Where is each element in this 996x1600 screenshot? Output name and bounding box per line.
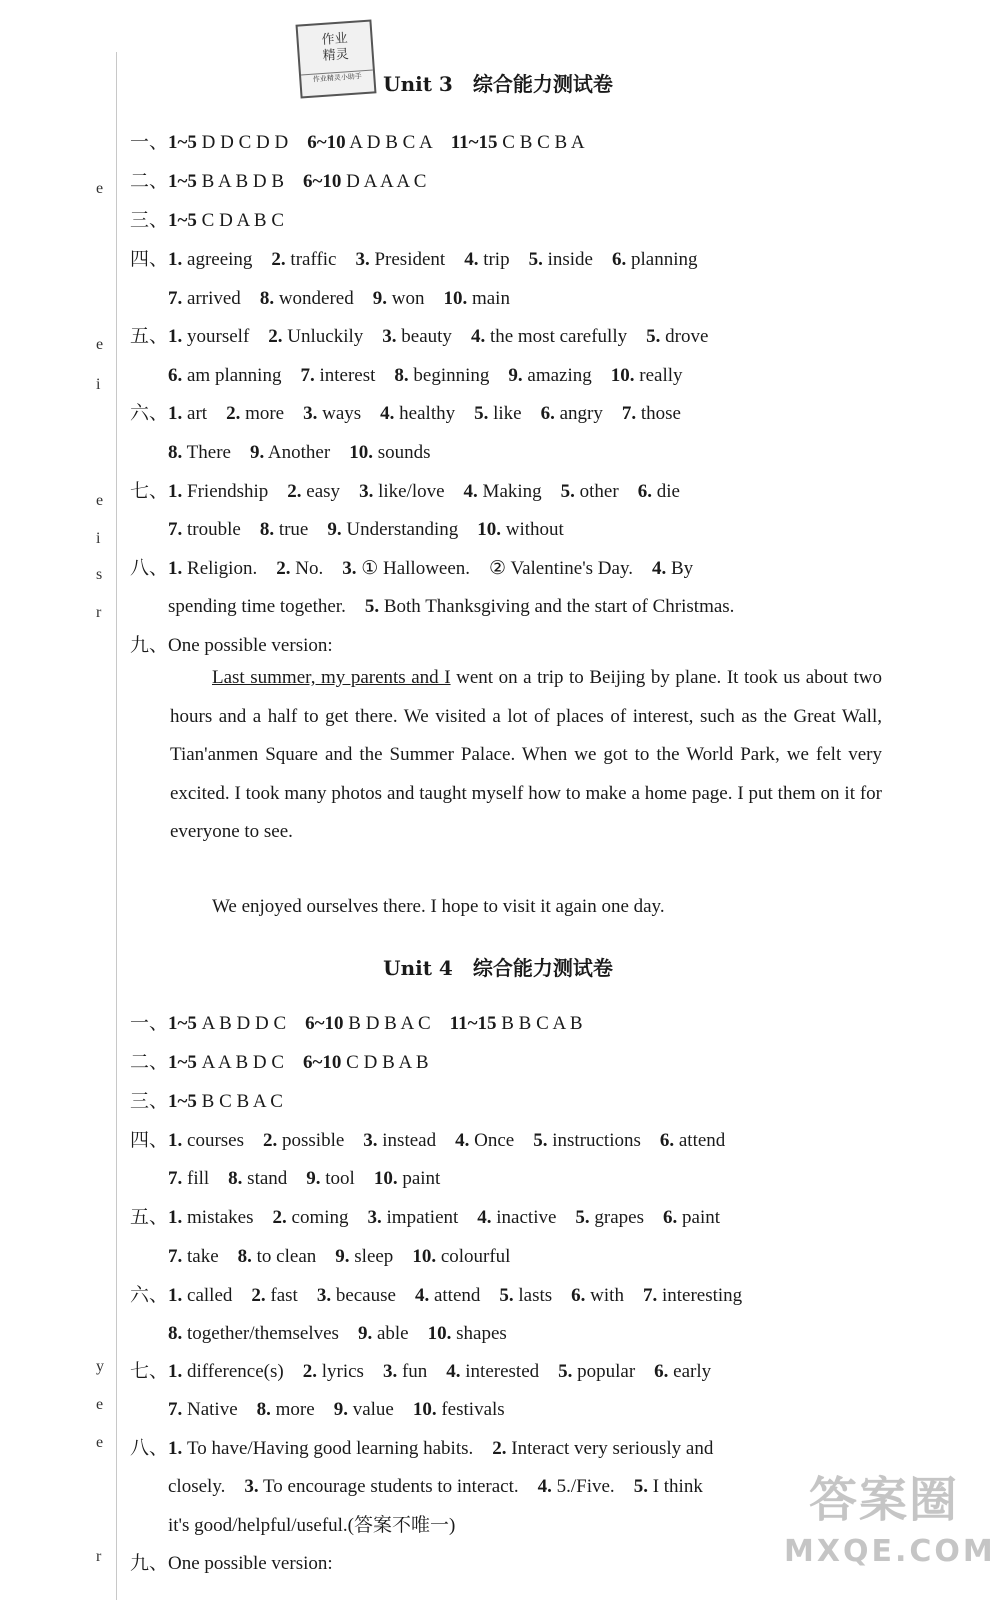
unit3-answer-row: 九、One possible version: <box>130 635 333 656</box>
unit3-essay-paragraph-1 <box>170 659 882 852</box>
unit3-answer-row: spending time together. 5. Both Thanksgiving and the start of Christmas. <box>168 596 735 617</box>
unit4-answer-row: 一、1~5 A B D D C 6~10 B D B A C 11~15 B B C A B <box>130 1013 583 1034</box>
edge-letter: i <box>96 376 101 393</box>
edge-letter: s <box>96 566 103 583</box>
edge-letter: r <box>96 1548 102 1565</box>
unit3-answer-row: 一、1~5 D D C D D 6~10 A D B C A 11~15 C B C B A <box>130 132 585 153</box>
unit4-answer-row: 四、1. courses 2. possible 3. instead 4. Once 5. instructions 6. attend <box>130 1130 726 1151</box>
unit4-answer-row: 三、1~5 B C B A C <box>130 1091 283 1112</box>
unit3-answer-row: 7. trouble 8. true 9. Understanding 10. without <box>168 519 564 540</box>
unit3-answer-row: 五、1. yourself 2. Unluckily 3. beauty 4. the most carefully 5. drove <box>130 326 709 347</box>
stamp-line-1: 作业 <box>321 31 349 48</box>
unit3-title: Unit 3 综合能力测试卷 <box>383 72 613 96</box>
edge-letter: e <box>96 1396 104 1413</box>
essay-underlined-phrase: Last summer, my parents and I <box>212 667 451 688</box>
unit4-answer-row: 五、1. mistakes 2. coming 3. impatient 4. inactive 5. grapes 6. paint <box>130 1207 721 1228</box>
edge-letter: y <box>96 1358 104 1375</box>
watermark-line-1: 答案圈 <box>808 1472 959 1528</box>
watermark-logo <box>784 1468 996 1596</box>
unit4-answer-row: 7. fill 8. stand 9. tool 10. paint <box>168 1168 441 1189</box>
unit4-title: Unit 4 综合能力测试卷 <box>383 956 613 980</box>
edge-letter: e <box>96 1434 104 1451</box>
stamp-line-3: 作业精灵小助手 <box>301 69 374 85</box>
unit4-answer-row: 九、One possible version: <box>130 1553 333 1574</box>
unit4-answer-row: 七、1. difference(s) 2. lyrics 3. fun 4. interested 5. popular 6. early <box>130 1361 712 1382</box>
unit4-answer-row: 八、1. To have/Having good learning habits. 2. Interact very seriously and <box>130 1438 714 1459</box>
unit4-answer-row: 8. together/themselves 9. able 10. shapes <box>168 1323 507 1344</box>
unit3-answer-row: 二、1~5 B A B D B 6~10 D A A A C <box>130 171 427 192</box>
edge-letter: e <box>96 180 104 197</box>
edge-letter: r <box>96 604 102 621</box>
unit3-answer-row: 四、1. agreeing 2. traffic 3. President 4. trip 5. inside 6. planning <box>130 249 698 270</box>
binding-margin-line <box>116 52 117 1600</box>
stamp-line-2: 精灵 <box>322 47 350 64</box>
unit4-answer-row: it's good/helpful/useful.(答案不唯一) <box>168 1515 456 1536</box>
unit3-answer-row: 8. There 9. Another 10. sounds <box>168 442 431 463</box>
unit3-answer-row: 八、1. Religion. 2. No. 3. ① Halloween. ② Valentine's Day. 4. By <box>130 558 694 579</box>
edge-letter: e <box>96 336 104 353</box>
edge-letter: e <box>96 492 104 509</box>
unit3-answer-row: 三、1~5 C D A B C <box>130 210 285 231</box>
unit4-answer-row: 7. take 8. to clean 9. sleep 10. colourful <box>168 1246 511 1267</box>
unit3-essay-paragraph-2: We enjoyed ourselves there. I hope to visit it again one day. <box>212 896 665 917</box>
essay-paragraph-1-text: went on a trip to Beijing by plane. It took us about two hours and a half to get there. We visited a lot of places of interest, such as the Great Wall, Tian'anmen Square and the Summer Palace. When we got to the World Park, we felt very excited. I took many photos and taught myself how to make a home page. I put them on it for everyone to see. <box>170 667 882 842</box>
unit4-answer-row: 7. Native 8. more 9. value 10. festivals <box>168 1399 505 1420</box>
unit3-answer-row: 七、1. Friendship 2. easy 3. like/love 4. Making 5. other 6. die <box>130 481 680 502</box>
unit3-answer-row: 7. arrived 8. wondered 9. won 10. main <box>168 288 510 309</box>
unit4-answer-row: 二、1~5 A A B D C 6~10 C D B A B <box>130 1052 429 1073</box>
unit3-answer-row: 6. am planning 7. interest 8. beginning 9. amazing 10. really <box>168 365 683 386</box>
unit3-answer-row: 六、1. art 2. more 3. ways 4. healthy 5. like 6. angry 7. those <box>130 403 681 424</box>
watermark-line-2: MXQE.COM <box>784 1534 996 1569</box>
unit4-answer-row: closely. 3. To encourage students to interact. 4. 5./Five. 5. I think <box>168 1476 703 1497</box>
edge-letter: i <box>96 530 101 547</box>
unit4-answer-row: 六、1. called 2. fast 3. because 4. attend 5. lasts 6. with 7. interesting <box>130 1285 743 1306</box>
